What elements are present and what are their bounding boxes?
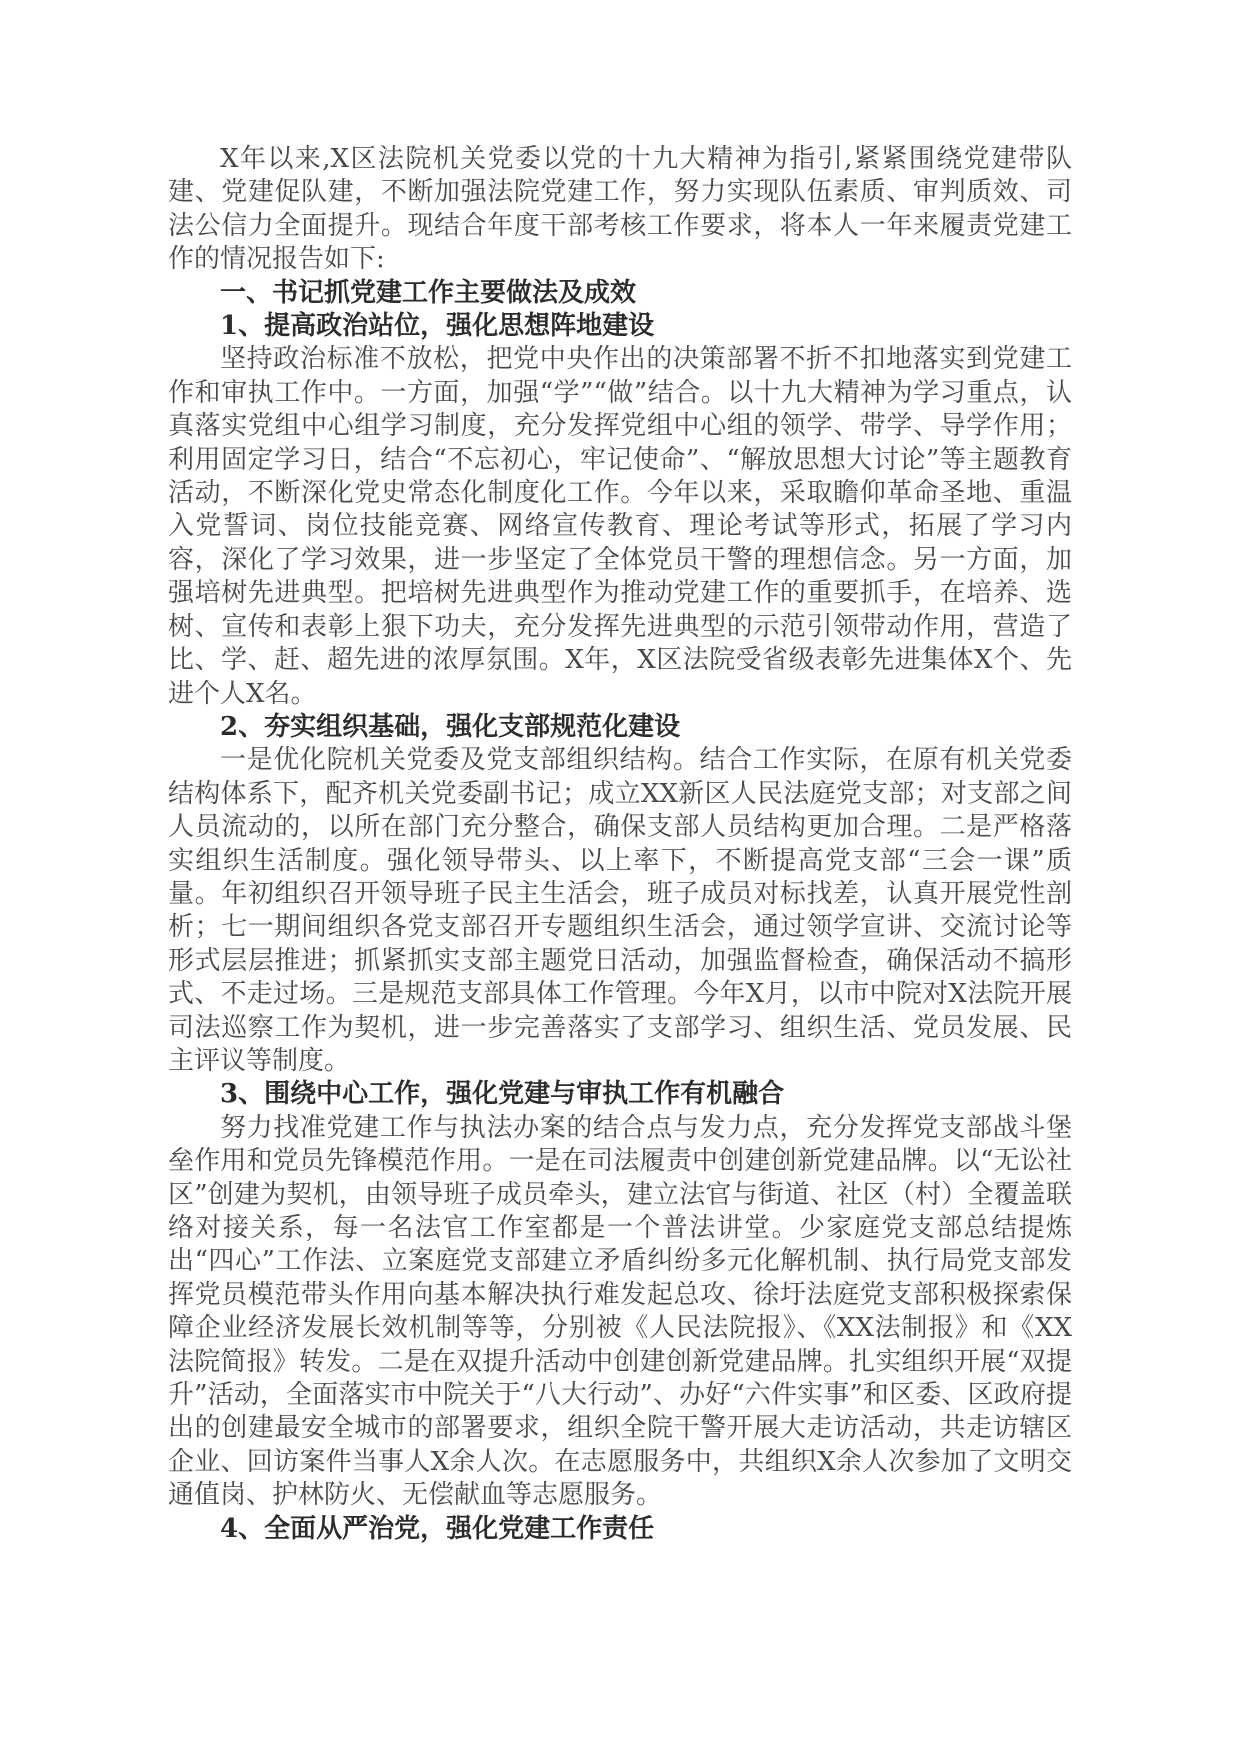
sub-heading: 4、全面从严治党，强化党建工作责任	[220, 1513, 655, 1544]
paragraph: 坚持政治标准不放松，把党中央作出的决策部署不折不扣地落实到党建工作和审执工作中。一方面，加强“学”“做”结合。以十九大精神为学习重点，认真落实党组中心组学习制度，充分发挥党组中心组的领学、带学、导学作用；利用固定学习日，结合“不忘初心，牢记使命”、“解放思想大讨论”等主题教育活动，不断深化党史常态化制度化工作。今年以来，采取瞻仰革命圣地、重温入党誓词、岗位技能竞赛、网络宣传教育、理论考试等形式，拓展了学习内容，深化了学习效果，进一步坚定了全体党员干警的理想信念。另一方面，加强培树先进典型。把培树先进典型作为推动党建工作的重要抓手，在培养、选树、宣传和表彰上狠下功夫，充分发挥先进典型的示范引领带动作用，营造了比、学、赶、超先进的浓厚氛围。X年，X区法院受省级表彰先进集体X个、先进个人X名。	[168, 344, 1072, 709]
section-heading: 一、书记抓党建工作主要做法及成效	[220, 277, 637, 308]
document-content	[168, 143, 1072, 1546]
sub-heading: 1、提高政治站位，强化思想阵地建设	[220, 311, 655, 342]
paragraph: 努力找准党建工作与执法办案的结合点与发力点，充分发挥党支部战斗堡垒作用和党员先锋模范作用。一是在司法履责中创建创新党建品牌。以“无讼社区”创建为契机，由领导班子成员牵头，建立法官与街道、社区（村）全覆盖联络对接关系，每一名法官工作室都是一个普法讲堂。少家庭党支部总结提炼出“四心”工作法、立案庭党支部建立矛盾纠纷多元化解机制、执行局党支部发挥党员模范带头作用向基本解决执行难发起总攻、徐圩法庭党支部积极探索保障企业经济发展长效机制等等，分别被《人民法院报》、《XX法制报》和《XX法院简报》转发。二是在双提升活动中创建创新党建品牌。扎实组织开展“双提升”活动，全面落实市中院关于“八大行动”、办好“六件实事”和区委、区政府提出的创建最安全城市的部署要求，组织全院干警开展大走访活动，共走访辖区企业、回访案件当事人X余人次。在志愿服务中，共组织X余人次参加了文明交通值岗、护林防火、无偿献血等志愿服务。	[168, 1112, 1072, 1511]
paragraph: X年以来,X区法院机关党委以党的十九大精神为指引,紧紧围绕党建带队建、党建促队建，不断加强法院党建工作，努力实现队伍素质、审判质效、司法公信力全面提升。现结合年度干部考核工作要求，将本人一年来履责党建工作的情况报告如下:	[168, 144, 1072, 275]
sub-heading: 3、围绕中心工作，强化党建与审执工作有机融合	[220, 1079, 785, 1110]
paragraph: 一是优化院机关党委及党支部组织结构。结合工作实际，在原有机关党委结构体系下，配齐机关党委副书记；成立XX新区人民法庭党支部；对支部之间人员流动的，以所在部门充分整合，确保支部人员结构更加合理。二是严格落实组织生活制度。强化领导带头、以上率下，不断提高党支部“三会一课”质量。年初组织召开领导班子民主生活会，班子成员对标找差，认真开展党性剖析；七一期间组织各党支部召开专题组织生活会，通过领学宣讲、交流讨论等形式层层推进；抓紧抓实支部主题党日活动，加强监督检查，确保活动不搞形式、不走过场。三是规范支部具体工作管理。今年X月，以市中院对X法院开展司法巡察工作为契机，进一步完善落实了支部学习、组织生活、党员发展、民主评议等制度。	[168, 745, 1072, 1076]
sub-heading: 2、夯实组织基础，强化支部规范化建设	[220, 711, 681, 742]
